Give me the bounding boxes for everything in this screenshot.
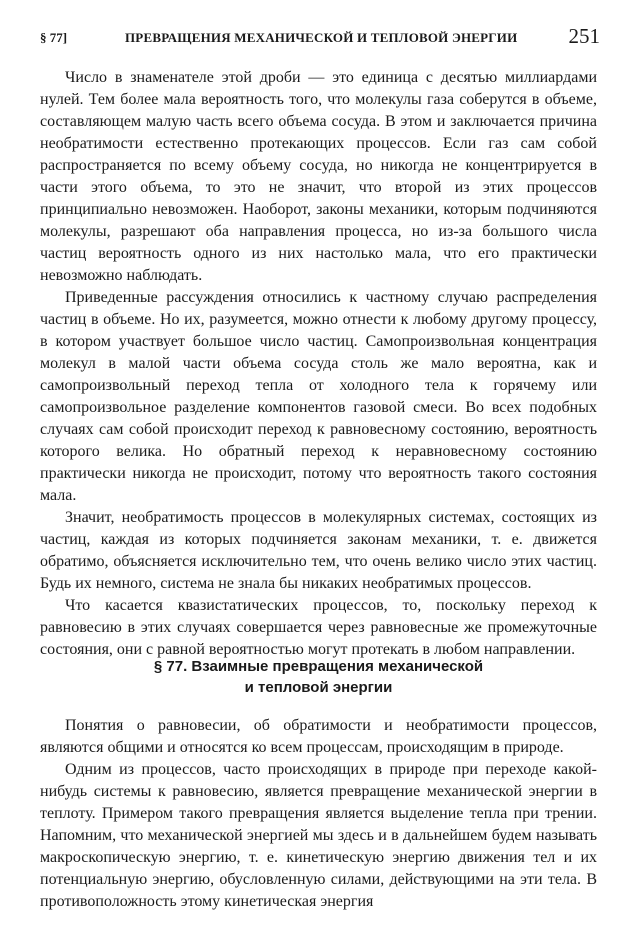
- running-header: [40, 24, 600, 50]
- header-title: ПРЕВРАЩЕНИЯ МЕХАНИЧЕСКОЙ И ТЕПЛОВОЙ ЭНЕРГИИ: [125, 30, 518, 45]
- page-number: 251: [568, 24, 600, 48]
- paragraph: Значит, необратимость процессов в молекулярных системах, состоящих из частиц, каждая из которых подчиняется законам механики, т. е. движется обратимо, объясняется исключительно тем, что очень велико число этих частиц. Будь их немного, система не знала бы никаких необратимых процессов.: [40, 509, 597, 592]
- header-section-number: § 77]: [40, 30, 68, 45]
- body-text-bottom: [40, 715, 597, 913]
- section-heading: [40, 656, 597, 698]
- paragraph: Приведенные рассуждения относились к частному случаю распределения частиц в объеме. Но их, разумеется, можно отнести к любому другому процессу, в котором участвует большое число частиц. Самопроизвольная концентрация молекул в малой части объема сосуда столь же мало вероятна, как и самопроизвольный переход тепла от холодного тела к горячему или самопроизвольное разделение компонентов газовой смеси. Во всех подобных случаях сам собой происходит переход к равновесному состоянию, вероятность которого велика. Но обратный переход к неравновесному состоянию практически никогда не происходит, потому что вероятность такого состояния мала.: [40, 289, 597, 504]
- paragraph: Что касается квазистатических процессов, то, поскольку переход к равновесию в этих случаях совершается через равновесные же промежуточные состояния, они с равной вероятностью могут протекать в любом направлении.: [40, 597, 597, 658]
- paragraph: Одним из процессов, часто происходящих в природе при переходе какой-нибудь системы к равновесию, является превращение механической энергии в теплоту. Примером такого превращения является выделение тепла при трении. Напомним, что механической энергией мы здесь и в дальнейшем будем называть макроскопическую энергию, т. е. кинетическую энергию движения тел и их потенциальную энергию, обусловленную силами, действующими на эти тела. В противоположность этому кинетическая энергия: [40, 761, 597, 910]
- section-heading-line-1: § 77. Взаимные превращения механической: [153, 658, 484, 675]
- section-heading-line-2: и тепловой энергии: [244, 679, 393, 696]
- body-text-top: [40, 67, 597, 661]
- paragraph: Понятия о равновесии, об обратимости и необратимости процессов, являются общими и относятся ко всем процессам, происходящим в природе.: [40, 717, 597, 756]
- paragraph: Число в знаменателе этой дроби — это единица с десятью миллиардами нулей. Тем более мала вероятность того, что молекулы газа соберутся в объеме, составляющем малую часть всего объема сосуда. В этом и заключается причина необратимости естественно протекающих процессов. Если газ сам собой распространяется по всему объему сосуда, но никогда не концентрируется в части этого объема, то это не значит, что второй из этих процессов принципиально невозможен. Наоборот, законы механики, которым подчиняются молекулы, разрешают оба направления процесса, но из-за большого числа частиц вероятность одного из них настолько мала, что его практически невозможно наблюдать.: [40, 69, 597, 284]
